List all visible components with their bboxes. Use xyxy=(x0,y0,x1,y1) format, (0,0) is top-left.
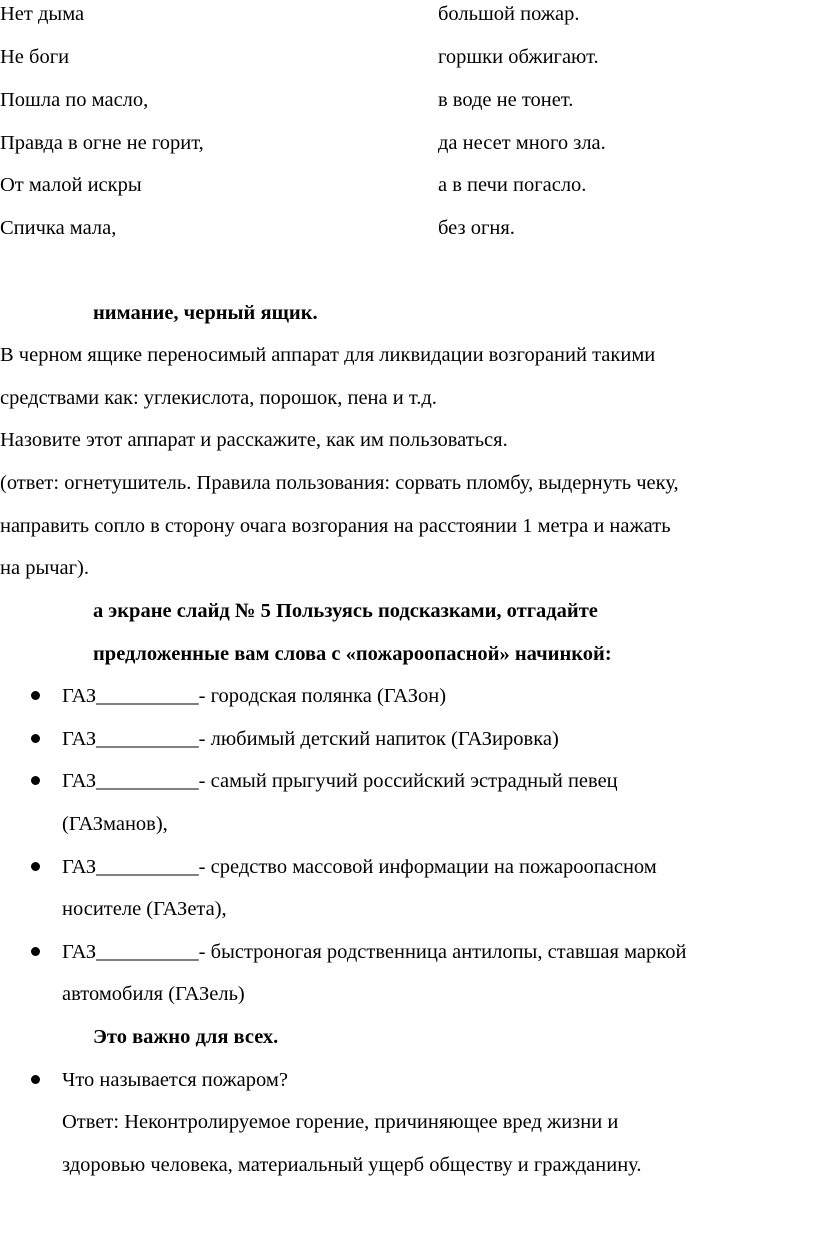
paragraph-line: средствами как: углекислота, порошок, пена и т.д. xyxy=(0,387,437,409)
bullet-icon xyxy=(31,947,40,956)
proverb-right: да несет много зла. xyxy=(438,132,606,154)
proverb-row xyxy=(0,0,580,36)
proverb-left: Пошла по масло, xyxy=(0,89,149,111)
list-item-text: ГАЗ__________- городская полянка (ГАЗон) xyxy=(62,685,447,707)
bullet-icon xyxy=(31,734,40,743)
paragraph-line: направить сопло в сторону очага возгорания на расстоянии 1 метра и нажать xyxy=(0,515,671,537)
proverb-right: горшки обжигают. xyxy=(438,46,599,68)
proverb-row xyxy=(0,164,587,207)
list-item-text: ГАЗ__________- средство массовой информации на пожароопасном xyxy=(62,856,657,878)
bullet-icon xyxy=(31,776,40,785)
question-text: Что называется пожаром? xyxy=(62,1069,288,1091)
bullet-icon xyxy=(31,862,40,871)
proverb-row xyxy=(0,122,606,165)
proverb-row xyxy=(0,207,515,250)
slide-heading: а экране слайд № 5 Пользуясь подсказками, отгадайте xyxy=(93,600,598,622)
bullet-icon xyxy=(31,1075,40,1084)
answer-text: здоровью человека, материальный ущерб обществу и гражданину. xyxy=(62,1154,642,1176)
list-item-text: ГАЗ__________- самый прыгучий российский эстрадный певец xyxy=(62,770,618,792)
important-heading: Это важно для всех. xyxy=(93,1026,279,1048)
proverb-left: Правда в огне не горит, xyxy=(0,132,204,154)
list-item-text: ГАЗ__________- быстроногая родственница антилопы, ставшая маркой xyxy=(62,941,687,963)
list-item-text: ГАЗ__________- любимый детский напиток (ГАЗировка) xyxy=(62,728,559,750)
list-item-text: (ГАЗманов), xyxy=(62,813,168,835)
proverb-left: От малой искры xyxy=(0,174,142,196)
list-item-text: носителе (ГАЗета), xyxy=(62,898,227,920)
slide-heading: предложенные вам слова с «пожароопасной» начинкой: xyxy=(93,643,612,665)
answer-text: Ответ: Неконтролируемое горение, причиняющее вред жизни и xyxy=(62,1111,619,1133)
list-item-text: автомобиля (ГАЗель) xyxy=(62,983,245,1005)
paragraph-line: (ответ: огнетушитель. Правила пользования: сорвать пломбу, выдернуть чеку, xyxy=(0,472,679,494)
bullet-icon xyxy=(31,691,40,700)
proverb-right: а в печи погасло. xyxy=(438,174,587,196)
paragraph-line: на рычаг). xyxy=(0,557,89,579)
proverb-left: Спичка мала, xyxy=(0,217,117,239)
proverb-left: Нет дыма xyxy=(0,3,85,25)
proverb-right: большой пожар. xyxy=(438,3,580,25)
blackbox-heading: нимание, черный ящик. xyxy=(93,302,318,324)
paragraph-line: Назовите этот аппарат и расскажите, как им пользоваться. xyxy=(0,429,508,451)
proverb-right: в воде не тонет. xyxy=(438,89,574,111)
proverb-row xyxy=(0,36,599,79)
proverb-right: без огня. xyxy=(438,217,515,239)
proverb-row xyxy=(0,79,574,122)
proverb-left: Не боги xyxy=(0,46,70,68)
paragraph-line: В черном ящике переносимый аппарат для ликвидации возгораний такими xyxy=(0,344,656,366)
